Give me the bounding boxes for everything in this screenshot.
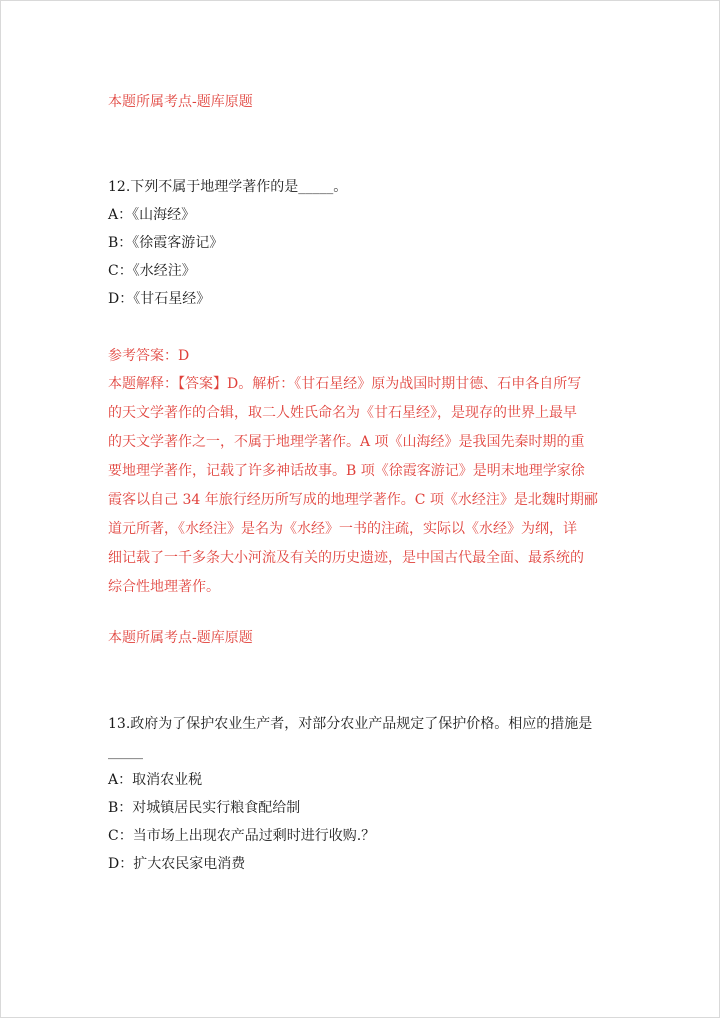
question-13-blank: _____ [108,744,143,760]
explanation-line: 细记载了一千多条大小河流及有关的历史遗迹，是中国古代最全面、最系统的 [108,550,584,566]
question-12-stem: 12.下列不属于地理学著作的是_____。 [108,179,348,195]
question-13-stem: 13.政府为了保护农业生产者，对部分农业产品规定了保护价格。相应的措施是 [108,716,593,732]
explanation-line: 的天文学著作的合辑，取二人姓氏命名为《甘石星经》，是现存的世界上最早 [108,405,577,421]
explanation-line: 霞客以自己 34 年旅行经历所写成的地理学著作。C 项《水经注》是北魏时期郦 [108,492,598,508]
explanation-line: 道元所著，《水经注》是名为《水经》一书的注疏，实际以《水经》为纲，详 [108,521,577,537]
section-tag: 本题所属考点-题库原题 [108,630,253,646]
question-13-option-a: A：取消农业税 [108,772,203,788]
question-12-explanation [108,374,614,606]
explanation-line: 综合性地理著作。 [108,579,220,595]
section-tag: 本题所属考点-题库原题 [108,94,253,110]
question-12-option-d: D：《甘石星经》 [108,291,211,307]
question-13-option-b: B：对城镇居民实行粮食配给制 [108,800,301,816]
explanation-line: 要地理学著作，记载了许多神话故事。B 项《徐霞客游记》是明末地理学家徐 [108,463,585,479]
question-12-option-b: B：《徐霞客游记》 [108,235,224,251]
question-12-answer: 参考答案：D [108,348,190,364]
explanation-line: 本题解释：【答案】D。解析：《甘石星经》原为战国时期甘德、石申各自所写 [108,376,582,392]
question-13-option-d: D：扩大农民家电消费 [108,856,246,872]
explanation-line: 的天文学著作之一，不属于地理学著作。A 项《山海经》是我国先秦时期的重 [108,434,585,450]
question-12-option-c: C：《水经注》 [108,263,196,279]
question-12-option-a: A：《山海经》 [108,207,196,223]
question-13-option-c: C：当市场上出现农产品过剩时进行收购.？ [108,828,376,844]
